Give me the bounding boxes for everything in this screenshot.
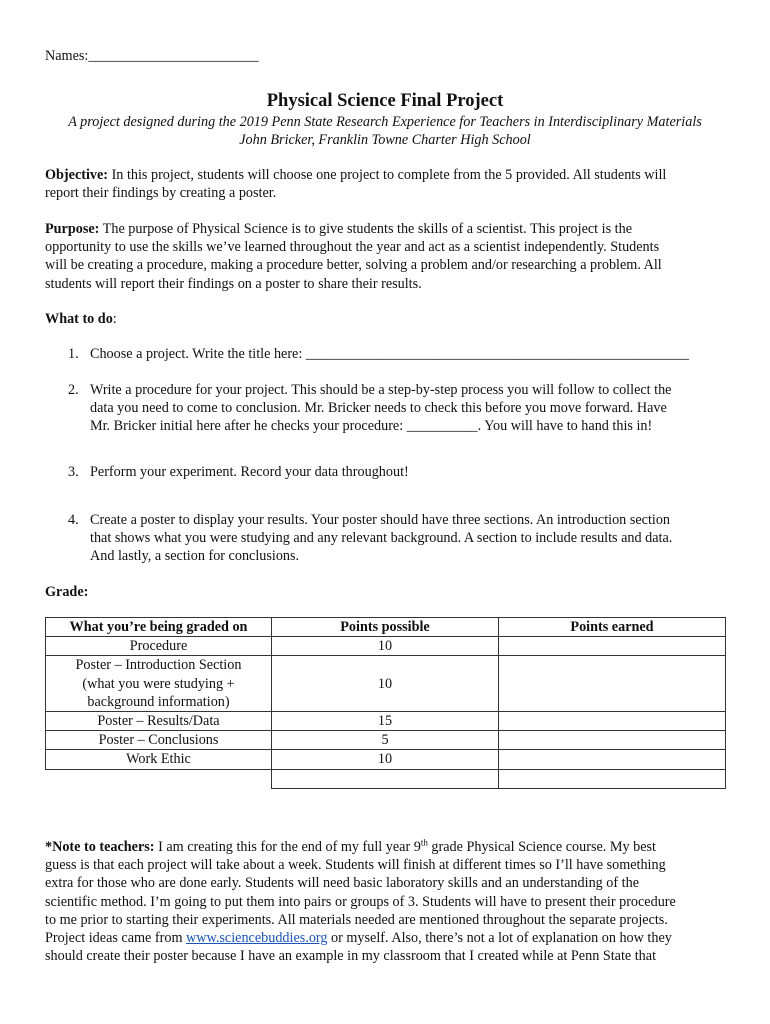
points-earned-cell[interactable] xyxy=(499,712,726,731)
step-2-text: Write a procedure for your project. This should be a step-by-step process you will follow to collect the data you need to come to conclusion. Mr. Bricker needs to check this before you move forward. Have Mr. Bricker initial here after he checks your procedure: __________. You will have to hand this in! xyxy=(90,382,672,435)
column-header: What you’re being graded on xyxy=(46,618,272,637)
teacher-note-paragraph: *Note to teachers: I am creating this for the end of my full year 9th grade Physical Science course. My best guess is that each project will take about a week. Students will finish at different times so I’ll have something extra for those who are done early. Students will need basic laboratory skills and an understanding of the scientific method. I’m going to put them into pairs or groups of 3. Students will have to present their procedure to me prior to starting their experiments. All materials needed are mentioned throughout the separate projects. Project ideas came from www.sciencebuddies.org or myself. Also, there’s not a lot of explanation on how they should create their poster because I have an example in my classroom that I created while at Penn State that xyxy=(45,837,676,965)
points-earned-cell[interactable] xyxy=(499,731,726,750)
step-3-text: Perform your experiment. Record your data throughout! xyxy=(90,464,409,480)
note-label: *Note to teachers: xyxy=(45,839,155,855)
step-number: 2. xyxy=(68,382,79,398)
column-header: Points possible xyxy=(272,618,499,637)
subtitle-line-1: A project designed during the 2019 Penn State Research Experience for Teachers in Interdisciplinary Materials xyxy=(68,114,702,130)
table-row xyxy=(46,731,726,750)
graded-item: Poster – Results/Data xyxy=(46,712,272,731)
points-possible: 10 xyxy=(272,750,499,769)
points-possible: 10 xyxy=(272,637,499,656)
page-title: Physical Science Final Project xyxy=(266,91,504,111)
sciencebuddies-link[interactable]: www.sciencebuddies.org xyxy=(186,930,328,947)
step-4-text: Create a poster to display your results. Your poster should have three sections. An introduction section that shows what you were studying and any relevant background. A section to include results and data. And lastly, a section for conclusions. xyxy=(90,512,673,565)
points-earned-cell[interactable] xyxy=(499,750,726,769)
graded-item: Poster – Conclusions xyxy=(46,731,272,750)
objective-paragraph: Objective: In this project, students will choose one project to complete from the 5 provided. All students will report their findings by creating a poster. xyxy=(45,167,667,202)
step-number: 4. xyxy=(68,512,79,528)
points-possible: 5 xyxy=(272,731,499,750)
table-row xyxy=(46,712,726,731)
step-number: 3. xyxy=(68,464,79,480)
step-number: 1. xyxy=(68,346,79,362)
grade-table xyxy=(45,617,726,789)
what-to-do-heading: What to do: xyxy=(45,311,117,327)
points-earned-cell[interactable] xyxy=(499,656,726,712)
objective-label: Objective: xyxy=(45,167,109,183)
names-field-label: Names:________________________ xyxy=(45,48,259,64)
purpose-label: Purpose: xyxy=(45,221,100,237)
points-possible: 10 xyxy=(272,656,499,712)
graded-item: Poster – Introduction Section (what you were studying + background information) xyxy=(46,656,272,712)
graded-item: Work Ethic xyxy=(46,750,272,769)
grade-heading: Grade: xyxy=(45,584,89,600)
points-earned-cell[interactable] xyxy=(499,637,726,656)
table-row xyxy=(46,637,726,656)
step-1-text: Choose a project. Write the title here: ______________________________________________________ xyxy=(90,346,689,362)
graded-item: Procedure xyxy=(46,637,272,656)
points-possible: 15 xyxy=(272,712,499,731)
total-possible-cell xyxy=(272,769,499,788)
subtitle-line-2: John Bricker, Franklin Towne Charter High School xyxy=(239,132,531,148)
purpose-paragraph: Purpose: The purpose of Physical Science is to give students the skills of a scientist. This project is the opportunity to use the skills we’ve learned throughout the year and act as a scientist independently. Students will be creating a procedure, making a procedure better, solving a problem and/or researching a problem. All students will report their findings on a poster to share their results. xyxy=(45,221,662,292)
table-header-row xyxy=(46,618,726,637)
table-row xyxy=(46,750,726,769)
table-row xyxy=(46,656,726,712)
empty-cell xyxy=(46,769,272,788)
total-earned-cell[interactable] xyxy=(499,769,726,788)
column-header: Points earned xyxy=(499,618,726,637)
table-total-row xyxy=(46,769,726,788)
